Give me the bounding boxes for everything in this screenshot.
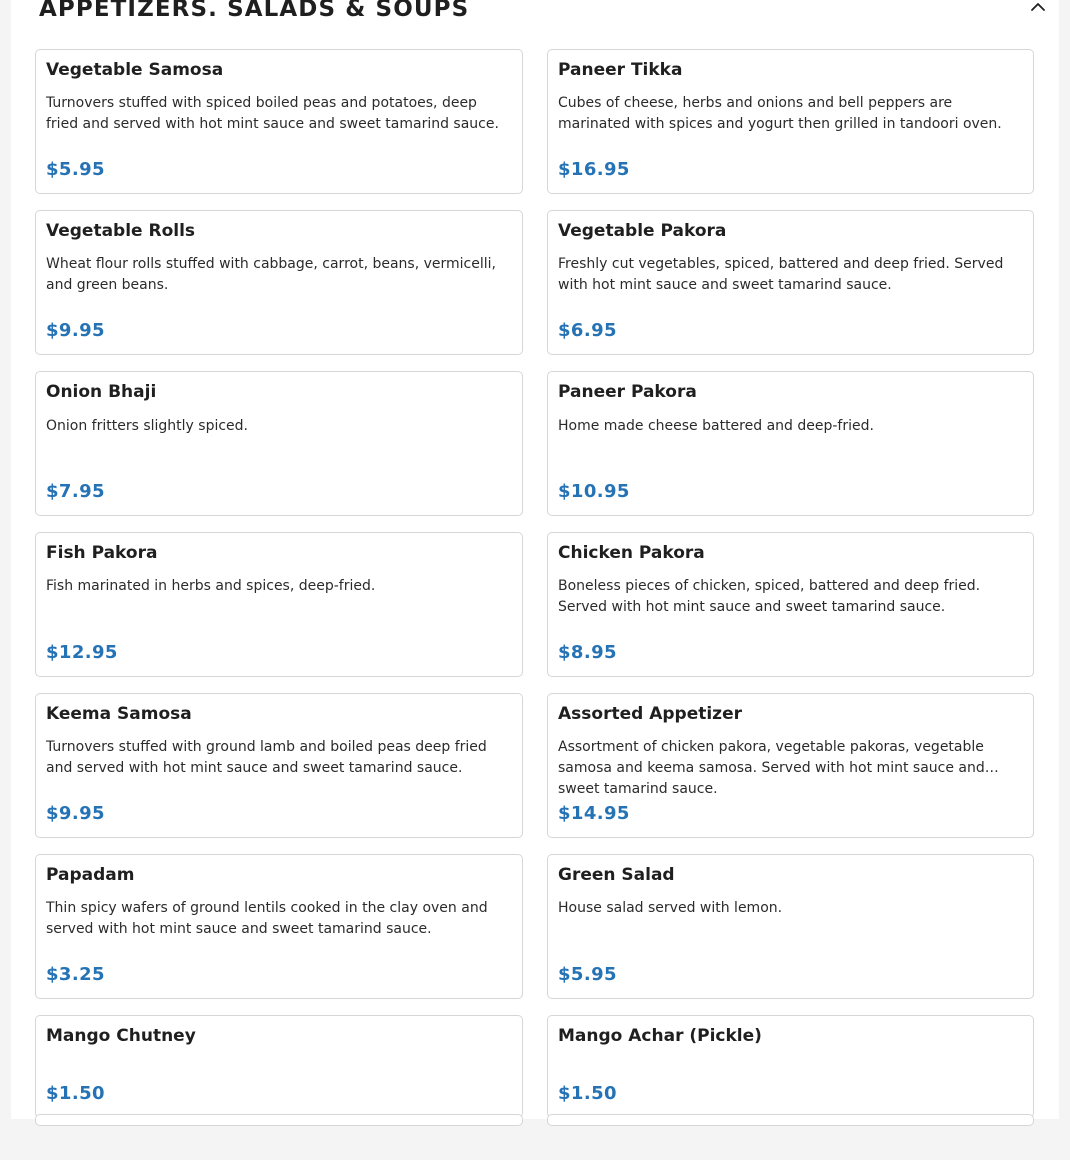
item-name: Papadam — [46, 865, 135, 885]
menu-item-card[interactable] — [547, 854, 1034, 999]
item-price: $3.25 — [46, 964, 105, 985]
menu-item-card-partial[interactable] — [35, 1114, 523, 1126]
item-description: Thin spicy wafers of ground lentils cooked in the clay oven and served with hot mint sauce and sweet tamarind sauce. — [46, 900, 488, 937]
item-name: Paneer Pakora — [558, 382, 697, 402]
item-price: $9.95 — [46, 320, 105, 341]
item-description: Freshly cut vegetables, spiced, battered and deep fried. Served with hot mint sauce and sweet tamarind sauce. — [558, 256, 1004, 293]
item-description: Turnovers stuffed with spiced boiled peas and potatoes, deep fried and served with hot mint sauce and sweet tamarind sauce. — [46, 95, 499, 132]
item-name: Mango Achar (Pickle) — [558, 1026, 762, 1046]
chevron-up-icon — [1027, 0, 1049, 18]
menu-item-card[interactable] — [35, 49, 523, 194]
item-price: $7.95 — [46, 481, 105, 502]
menu-item-card[interactable] — [35, 371, 523, 516]
menu-item-card[interactable] — [547, 210, 1034, 355]
item-description: Home made cheese battered and deep-fried. — [558, 418, 874, 434]
menu-item-card[interactable] — [35, 1015, 523, 1118]
menu-item-card-partial[interactable] — [547, 1114, 1034, 1126]
menu-item-card[interactable] — [35, 532, 523, 677]
item-name: Vegetable Rolls — [46, 221, 196, 241]
item-description: Fish marinated in herbs and spices, deep-fried. — [46, 578, 376, 594]
item-price: $14.95 — [558, 803, 630, 824]
item-name: Onion Bhaji — [46, 382, 157, 402]
item-name: Vegetable Samosa — [46, 60, 224, 80]
menu-section-panel — [11, 0, 1059, 1119]
item-name: Mango Chutney — [46, 1026, 196, 1046]
collapse-section-button[interactable] — [1027, 0, 1049, 18]
item-name: Fish Pakora — [46, 543, 158, 563]
menu-item-card[interactable] — [35, 210, 523, 355]
item-description: House salad served with lemon. — [558, 900, 783, 916]
item-description: Turnovers stuffed with ground lamb and boiled peas deep fried and served with hot mint sauce and sweet tamarind sauce. — [46, 739, 487, 776]
item-price: $8.95 — [558, 642, 617, 663]
menu-item-card[interactable] — [547, 532, 1034, 677]
menu-item-card[interactable] — [547, 1015, 1034, 1118]
item-description: Cubes of cheese, herbs and onions and bell peppers are marinated with spices and yogurt then grilled in tandoori oven. — [558, 95, 1002, 132]
item-description: Assortment of chicken pakora, vegetable pakoras, vegetable samosa and keema samosa. Served with hot mint sauce and sweet tamarind sauce. — [558, 739, 985, 797]
item-description: Onion fritters slightly spiced. — [46, 418, 249, 434]
item-name: Vegetable Pakora — [558, 221, 727, 241]
item-name: Chicken Pakora — [558, 543, 705, 563]
item-price: $6.95 — [558, 320, 617, 341]
menu-item-card[interactable] — [547, 371, 1034, 516]
section-header[interactable] — [39, 0, 1049, 30]
item-price: $5.95 — [46, 159, 105, 180]
item-description: Boneless pieces of chicken, spiced, battered and deep fried. Served with hot mint sauce and sweet tamarind sauce. — [558, 578, 981, 615]
item-price: $5.95 — [558, 964, 617, 985]
item-price: $12.95 — [46, 642, 118, 663]
item-description: Wheat flour rolls stuffed with cabbage, carrot, beans, vermicelli, and green beans. — [46, 256, 496, 293]
menu-item-card[interactable] — [35, 693, 523, 838]
item-name: Paneer Tikka — [558, 60, 683, 80]
section-title: APPETIZERS. SALADS & SOUPS — [39, 0, 470, 22]
menu-items-grid — [35, 49, 1034, 1160]
menu-item-card[interactable] — [547, 49, 1034, 194]
item-price: $9.95 — [46, 803, 105, 824]
menu-item-card[interactable] — [547, 693, 1034, 838]
item-price: $1.50 — [46, 1083, 105, 1104]
item-price: $1.50 — [558, 1083, 617, 1104]
item-price: $16.95 — [558, 159, 630, 180]
item-price: $10.95 — [558, 481, 630, 502]
item-name: Assorted Appetizer — [558, 704, 742, 724]
item-name: Keema Samosa — [46, 704, 192, 724]
item-name: Green Salad — [558, 865, 675, 885]
menu-item-card[interactable] — [35, 854, 523, 999]
